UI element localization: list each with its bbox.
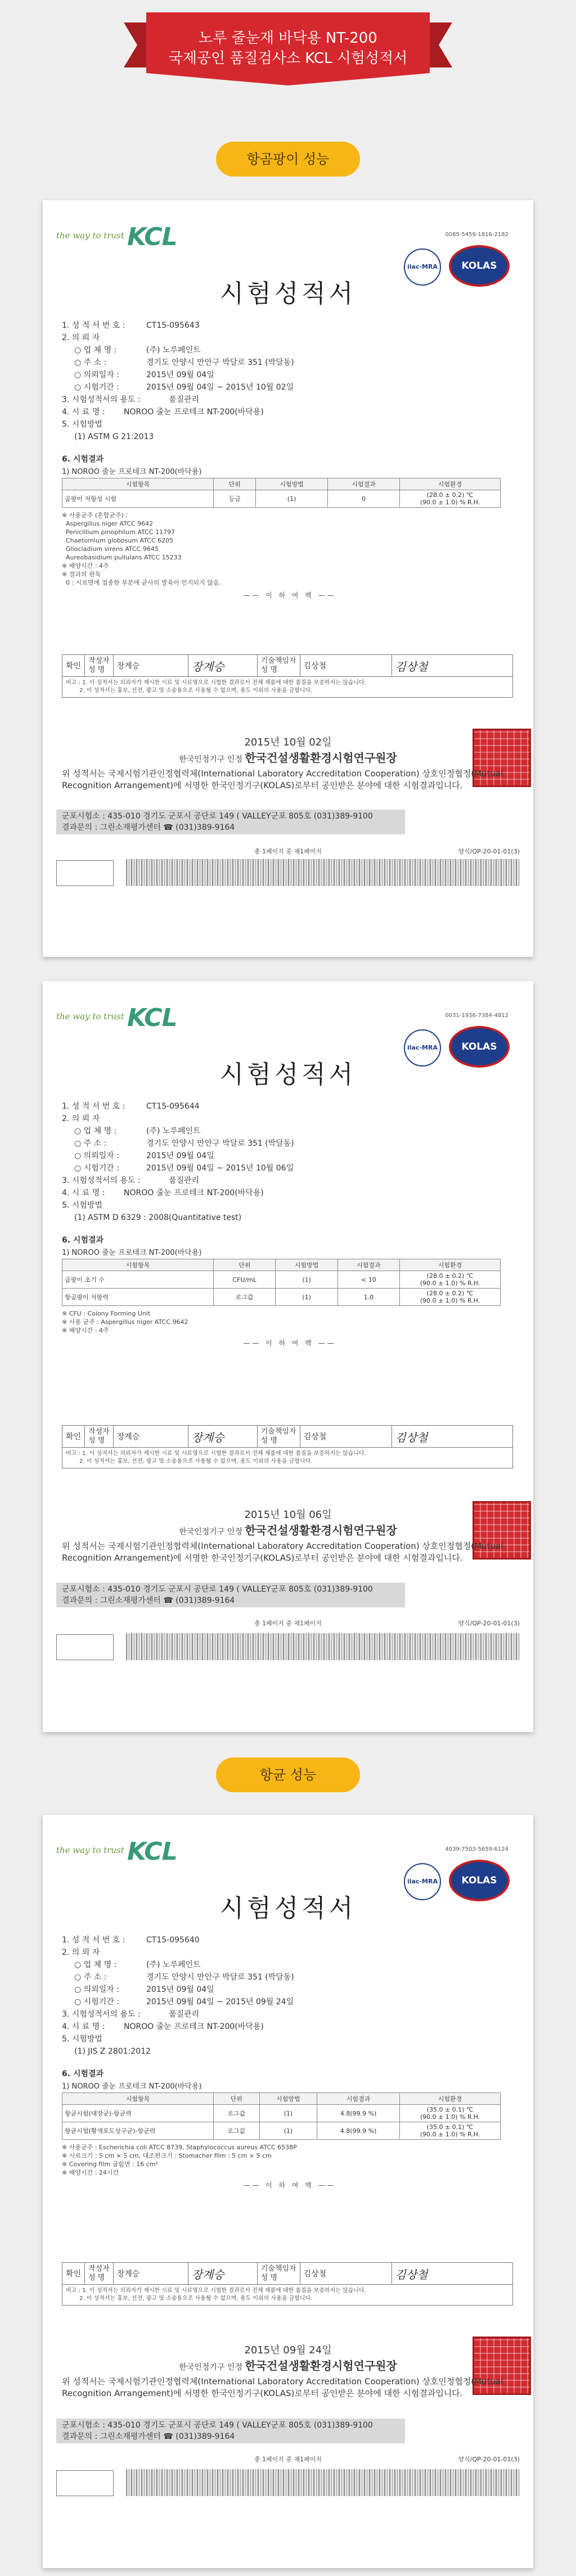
form-number: 양식/QP-20-01-01(3) [458, 2456, 520, 2463]
banner-line-2: 국제공인 품질검사소 KCL 시험성적서 [168, 50, 408, 67]
ilac-mra-logo: ilac-MRA [404, 1863, 441, 1900]
test-method: (1) ASTM D 6329 : 2008(Quantitative test) [74, 1213, 242, 1222]
test-results: 6. 시험결과 1) NOROO 줄눈 프로테크 NT-200(바닥용) 시험항목 단위 시험방법 시험결과 시험환경 곰팡이 초기 수 CFU/mL (1) < 10 (28.0 ± 0.2) ℃ (90.0 ± 1.0) % R.H. 항곰팡이 저항력 로그값 (1) 1.0 (28.0 ± 0.2) ℃ (90.0 ± 1.0) % R.H. ※ CFU : Colony Forming Unit ※ 사용 균주 : Aspergillus niger ATCC 9642 ※ 배양시간 : 4주 —— 이 하 여 백 —— [62, 1234, 518, 1348]
barcode [56, 2467, 520, 2497]
purpose: 품질관리 [169, 2010, 200, 2019]
issue-date: 2015년 09월 24일 [244, 2344, 332, 2356]
end-of-document: —— 이 하 여 백 —— [243, 591, 336, 599]
ilac-mra-logo: ilac-MRA [404, 248, 441, 286]
approver-signature: 김상철 [395, 2267, 428, 2281]
serial-number: 4039-7503-5659-6124 [445, 1846, 508, 1852]
results-table: 시험항목 단위 시험방법 시험결과 시험환경 곰팡이 저항성 시험 등급 (1) 0 (28.0 ± 0.2) ℃ (90.0 ± 1.0) % R.H. [62, 478, 501, 508]
writer-signature: 장계승 [188, 1426, 258, 1447]
form-number: 양식/QP-20-01-01(3) [458, 1620, 520, 1627]
issue-date: 2015년 10월 06일 [244, 1509, 332, 1521]
issuer-name: 한국건설생활환경시험연구원장 [245, 751, 397, 765]
request-date: 2015년 09월 04일 [146, 1985, 214, 1994]
sample-name: NOROO 줄눈 프로테크 NT-200(바닥용) [124, 1188, 264, 1197]
issuer-name: 한국건설생활환경시험연구원장 [245, 1524, 397, 1537]
results-table: 시험항목 단위 시험방법 시험결과 시험환경 항균시험(대장균)-항균력 로그값 (1) 4.8(99.9 %) (35.0 ± 0.1) ℃ (90.0 ± 1.0) % R.H. 항균시험(황색포도상구균)-항균력 로그값 (1) 4.8(99.9 %) (35.0 ± 0.1) ℃ (90.0 ± 1.0) % R.H. [62, 2093, 501, 2140]
signature-block: 확인 작성자 성 명 장계승 장계승 기술책임자 성 명 김상철 김상철 비고 : 1. 이 성적서는 의뢰자가 제시한 시료 및 시료명으로 시험한 결과로서 전체 제품에 대한 품질을 보증하지는 않습니다. 2. 이 성적서는 홍보, 선전, 광고 및 소송용으로 사용될 수 없으며, 용도 이외의 사용을 금합니다. [62, 1425, 513, 1468]
end-of-document: —— 이 하 여 백 —— [243, 1339, 336, 1347]
purpose: 품질관리 [169, 395, 200, 404]
test-results: 6. 시험결과 1) NOROO 줄눈 프로테크 NT-200(바닥용) 시험항목 단위 시험방법 시험결과 시험환경 항균시험(대장균)-항균력 로그값 (1) 4.8(99.9 %) (35.0 ± 0.1) ℃ (90.0 ± 1.0) % R.H. 항균시험(황색포도상구균)-항균력 로그값 (1) 4.8(99.9 %) (35.0 ± 0.1) ℃ (90.0 ± 1.0) % R.H. ※ 사용균주 : Escherichia coli ATCC 8739, Staphylococcus aureus ATCC 6538P ※ 시료크기 : 5 cm × 5 cm, 대조편크기 : Stomacher film : 5 cm × 5 cm ※ Covering film 굽힘면 : 16 cm² ※ 배양시간 : 24시간 —— 이 하 여 백 —— [62, 2068, 518, 2190]
report-number: CT15-095644 [146, 1102, 200, 1111]
issue-block: 2015년 09월 24일 한국인정기구 인정 한국건설생활환경시험연구원장 [56, 2342, 520, 2373]
test-period: 2015년 09월 04일 ~ 2015년 10월 06일 [146, 1164, 294, 1173]
cert-fields: 1. 성 적 서 번 호 : CT15-095644 2. 의 뢰 자 ○ 업 체 명 : (주) 노루페인트 ○ 주 소 : 경기도 안양시 만안구 박달로 351 (박달동) ○ 의뢰일자 : 2015년 09월 04일 ○ 시험기간 : 2015년 09월 04일 ~ 2015년 10월 06일 3. 시험성적서의 용도 : 품질관리 4. 시 료 명 : NOROO 줄눈 프로테크 NT-200(바닥용) 5. 시험방법 (1) ASTM D 6329 : 2008(Quantitative test) [62, 1100, 501, 1224]
company-name: (주) 노루페인트 [146, 1127, 201, 1136]
issue-block: 2015년 10월 02일 한국인정기구 인정 한국건설생활환경시험연구원장 [56, 734, 520, 765]
writer-signature: 장계승 [188, 655, 258, 676]
section-label-antibacterial: 항균 성능 [216, 1757, 360, 1792]
test-results: 6. 시험결과 1) NOROO 줄눈 프로테크 NT-200(바닥용) 시험항목 단위 시험방법 시험결과 시험환경 곰팡이 저항성 시험 등급 (1) 0 (28.0 ± 0.2) ℃ (90.0 ± 1.0) % R.H. ※ 사용균주 (혼합균주) : Aspergillus niger ATCC 9642 Penicillium pinophilum ATCC 11797 Chaetomium globosum ATCC 6205 Gliocladium virens ATCC 9645 Aureobasidium pullulans ATCC 15233 ※ 배양시간 : 4주 ※ 결과의 판독 0 : 시료면에 접종한 부분에 균사의 발육이 인지되지 않음. —— 이 하 여 백 —— [62, 453, 518, 600]
kolas-logo: KOLAS [449, 1860, 510, 1901]
approver-signature: 김상철 [395, 659, 428, 674]
title-banner [124, 10, 452, 88]
test-method: (1) JIS Z 2801:2012 [74, 2047, 151, 2056]
writer-name: 장계승 [114, 1426, 188, 1447]
writer-name: 장계승 [114, 655, 188, 676]
result-notes: ※ 사용균주 (혼합균주) : Aspergillus niger ATCC 9642 Penicillium pinophilum ATCC 11797 Chaetomium globosum ATCC 6205 Gliocladium virens ATCC 9645 Aureobasidium pullulans ATCC 15233 ※ 배양시간 : 4주 ※ 결과의 판독 0 : 시료면에 접종한 부분에 균사의 발육이 인지되지 않음. [62, 512, 221, 586]
result-notes: ※ 사용균주 : Escherichia coli ATCC 8739, Staphylococcus aureus ATCC 6538P ※ 시료크기 : 5 cm × 5 cm, 대조편크기 : Stomacher film : 5 cm × 5 cm ※ Covering film 굽힘면 : 16 cm² ※ 배양시간 : 24시간 [62, 2144, 297, 2176]
test-method: (1) ASTM G 21:2013 [74, 432, 154, 441]
document-title: 시험성적서 [219, 1060, 357, 1089]
signature-block: 확인 작성자 성 명 장계승 장계승 기술책임자 성 명 김상철 김상철 비고 : 1. 이 성적서는 의뢰자가 제시한 시료 및 시료명으로 시험한 결과로서 전체 제품에 대한 품질을 보증하지는 않습니다. 2. 이 성적서는 홍보, 선전, 광고 및 소송용으로 사용될 수 없으며, 용도 이외의 사용을 금합니다. [62, 2262, 513, 2306]
writer-signature: 장계승 [188, 2263, 258, 2284]
company-address: 경기도 안양시 만안구 박달로 351 (박달동) [146, 358, 294, 367]
results-subject: 1) NOROO 줄눈 프로테크 NT-200(바닥용) [62, 1249, 202, 1257]
contact-info: 군포시험소 : 435-010 경기도 군포시 공단로 149 ( VALLEY군포 805호 (031)389-9100 결과문의 : 그린소재평가센터 ☎ (031)389-9164 [56, 1583, 405, 1607]
results-table: 시험항목 단위 시험방법 시험결과 시험환경 곰팡이 초기 수 CFU/mL (1) < 10 (28.0 ± 0.2) ℃ (90.0 ± 1.0) % R.H. 항곰팡이 저항력 로그값 (1) 1.0 (28.0 ± 0.2) ℃ (90.0 ± 1.0) % R.H. [62, 1259, 501, 1306]
issuer-name: 한국건설생활환경시험연구원장 [245, 2359, 397, 2372]
accreditation-statement: 위 성적서는 국제시험기관인정협력체(International Laboratory Accreditation Cooperation) 상호인정협정(Mutual Recognition Arrangement)에 서명한 한국인정기구(KOLAS)로부터 공인받은 분야에 대한 시험결과입니다. [62, 1541, 503, 1563]
contact-info: 군포시험소 : 435-010 경기도 군포시 공단로 149 ( VALLEY군포 805호 (031)389-9100 결과문의 : 그린소재평가센터 ☎ (031)389-9164 [56, 2419, 405, 2443]
page-indicator: 총 1페이지 중 제1페이지 [254, 1620, 322, 1627]
results-subject: 1) NOROO 줄눈 프로테크 NT-200(바닥용) [62, 468, 202, 476]
serial-number: 0031-1936-7384-4812 [445, 1013, 508, 1019]
end-of-document: —— 이 하 여 백 —— [243, 2181, 336, 2189]
sample-name: NOROO 줄눈 프로테크 NT-200(바닥용) [124, 408, 264, 417]
cert-fields: 1. 성 적 서 번 호 : CT15-095643 2. 의 뢰 자 ○ 업 체 명 : (주) 노루페인트 ○ 주 소 : 경기도 안양시 만안구 박달로 351 (박달동) ○ 의뢰일자 : 2015년 09월 04일 ○ 시험기간 : 2015년 09월 04일 ~ 2015년 10월 02일 3. 시험성적서의 용도 : 품질관리 4. 시 료 명 : NOROO 줄눈 프로테크 NT-200(바닥용) 5. 시험방법 (1) ASTM G 21:2013 [62, 319, 501, 443]
results-subject: 1) NOROO 줄눈 프로테크 NT-200(바닥용) [62, 2082, 202, 2091]
banner-line-1: 노루 줄눈재 바닥용 NT-200 [199, 30, 377, 47]
contact-info: 군포시험소 : 435-010 경기도 군포시 공단로 149 ( VALLEY군포 805호 (031)389-9100 결과문의 : 그린소재평가센터 ☎ (031)389-9164 [56, 810, 405, 834]
section-label-antifungal: 항곰팡이 성능 [216, 142, 360, 177]
kcl-logo: the way to trust KCL [56, 1837, 177, 1866]
company-address: 경기도 안양시 만안구 박달로 351 (박달동) [146, 1973, 294, 1982]
table-row: 곰팡이 저항성 시험 등급 (1) 0 (28.0 ± 0.2) ℃ (90.0 ± 1.0) % R.H. [62, 490, 501, 508]
page-indicator: 총 1페이지 중 제1페이지 [254, 2456, 322, 2463]
table-row: 항균시험(황색포도상구균)-항균력 로그값 (1) 4.8(99.9 %) (35.0 ± 0.1) ℃ (90.0 ± 1.0) % R.H. [62, 2122, 501, 2140]
company-address: 경기도 안양시 만안구 박달로 351 (박달동) [146, 1139, 294, 1148]
accreditation-statement: 위 성적서는 국제시험기관인정협력체(International Laboratory Accreditation Cooperation) 상호인정협정(Mutual Recognition Arrangement)에 서명한 한국인정기구(KOLAS)로부터 공인받은 분야에 대한 시험결과입니다. [62, 2376, 503, 2398]
cert-fields: 1. 성 적 서 번 호 : CT15-095640 2. 의 뢰 자 ○ 업 체 명 : (주) 노루페인트 ○ 주 소 : 경기도 안양시 만안구 박달로 351 (박달동) ○ 의뢰일자 : 2015년 09월 04일 ○ 시험기간 : 2015년 09월 04일 ~ 2015년 09월 24일 3. 시험성적서의 용도 : 품질관리 4. 시 료 명 : NOROO 줄눈 프로테크 NT-200(바닥용) 5. 시험방법 (1) JIS Z 2801:2012 [62, 1934, 501, 2058]
page-indicator: 총 1페이지 중 제1페이지 [254, 848, 322, 855]
request-date: 2015년 09월 04일 [146, 1151, 214, 1160]
sample-name: NOROO 줄눈 프로테크 NT-200(바닥용) [124, 2022, 264, 2031]
table-row: 항균시험(대장균)-항균력 로그값 (1) 4.8(99.9 %) (35.0 ± 0.1) ℃ (90.0 ± 1.0) % R.H. [62, 2105, 501, 2122]
kolas-logo: KOLAS [449, 245, 510, 287]
request-date: 2015년 09월 04일 [146, 370, 214, 379]
kolas-logo: KOLAS [449, 1026, 510, 1068]
result-notes: ※ CFU : Colony Forming Unit ※ 사용 균주 : Aspergillus niger ATCC 9642 ※ 배양시간 : 4주 [62, 1310, 188, 1334]
report-number: CT15-095640 [146, 1936, 200, 1945]
company-name: (주) 노루페인트 [146, 346, 201, 355]
accreditation-statement: 위 성적서는 국제시험기관인정협력체(International Laboratory Accreditation Cooperation) 상호인정협정(Mutual Recognition Arrangement)에 서명한 한국인정기구(KOLAS)로부터 공인받은 분야에 대한 시험결과입니다. [62, 769, 503, 790]
document-title: 시험성적서 [219, 279, 357, 308]
signature-block: 확인 작성자 성 명 장계승 장계승 기술책임자 성 명 김상철 김상철 비고 : 1. 이 성적서는 의뢰자가 제시한 시료 및 시료명으로 시험한 결과로서 전체 제품에 대한 품질을 보증하지는 않습니다. 2. 이 성적서는 홍보, 선전, 광고 및 소송용으로 사용될 수 없으며, 용도 이외의 사용을 금합니다. [62, 654, 513, 698]
company-name: (주) 노루페인트 [146, 1960, 201, 1969]
issue-block: 2015년 10월 06일 한국인정기구 인정 한국건설생활환경시험연구원장 [56, 1507, 520, 1538]
form-number: 양식/QP-20-01-01(3) [458, 848, 520, 855]
barcode [56, 1631, 520, 1661]
approver-name: 김상철 [300, 1426, 392, 1447]
table-row: 곰팡이 초기 수 CFU/mL (1) < 10 (28.0 ± 0.2) ℃ (90.0 ± 1.0) % R.H. [62, 1271, 501, 1289]
barcode [56, 857, 520, 887]
certificate-2 [43, 981, 533, 1732]
certificate-3 [43, 1815, 533, 2568]
document-title: 시험성적서 [219, 1894, 357, 1923]
serial-number: 0085-5459-1816-2182 [445, 232, 508, 238]
table-row: 항곰팡이 저항력 로그값 (1) 1.0 (28.0 ± 0.2) ℃ (90.0 ± 1.0) % R.H. [62, 1289, 501, 1306]
report-number: CT15-095643 [146, 321, 200, 330]
kcl-logo: the way to trust KCL [56, 223, 177, 251]
approver-name: 김상철 [300, 2263, 392, 2284]
test-period: 2015년 09월 04일 ~ 2015년 10월 02일 [146, 383, 294, 392]
ilac-mra-logo: ilac-MRA [404, 1029, 441, 1066]
purpose: 품질관리 [169, 1176, 200, 1185]
approver-signature: 김상철 [395, 1430, 428, 1444]
approver-name: 김상철 [300, 655, 392, 676]
certificate-1 [43, 200, 533, 957]
kcl-logo: the way to trust KCL [56, 1004, 177, 1032]
test-period: 2015년 09월 04일 ~ 2015년 09월 24일 [146, 1997, 294, 2006]
issue-date: 2015년 10월 02일 [244, 736, 332, 748]
writer-name: 장계승 [114, 2263, 188, 2284]
